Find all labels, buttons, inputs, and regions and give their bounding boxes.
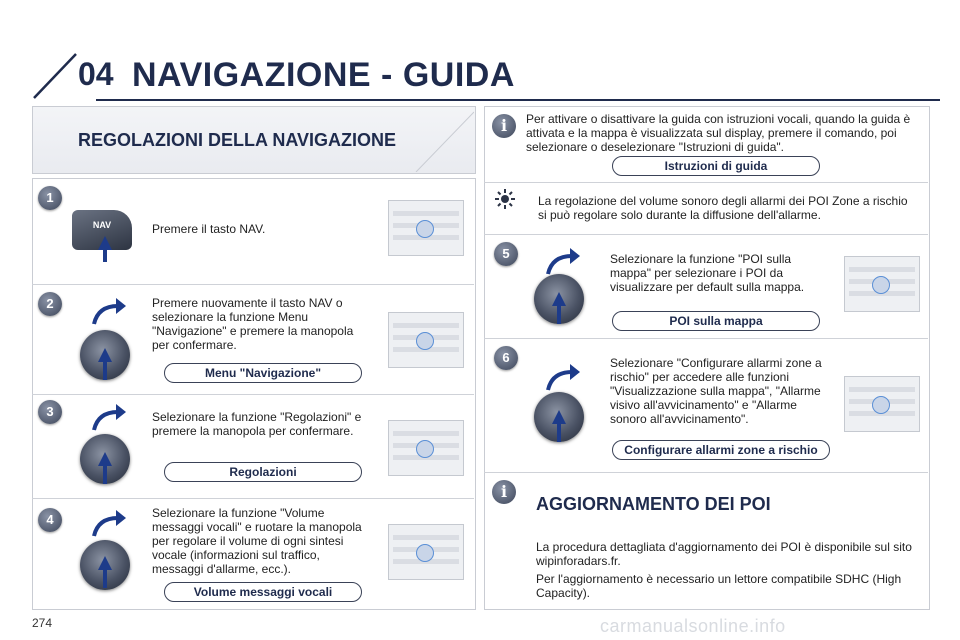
step-4-push-arrow-icon — [98, 556, 112, 570]
step-2-rotate-arrow-icon — [88, 298, 128, 328]
configurare-allarmi-button[interactable]: Configurare allarmi zone a rischio — [612, 440, 830, 460]
step-1-console-image — [388, 200, 464, 256]
step-3-text: Selezionare la funzione "Regolazioni" e premere la manopola per confermare. — [152, 410, 362, 438]
info-icon: i — [492, 480, 516, 504]
step-6-badge: 6 — [494, 346, 518, 370]
step-4-badge: 4 — [38, 508, 62, 532]
divider — [484, 338, 928, 339]
volume-messaggi-vocali-button[interactable]: Volume messaggi vocali — [164, 582, 362, 602]
divider — [32, 394, 474, 395]
page-number: 274 — [32, 616, 53, 630]
step-4-text: Selezionare la funzione "Volume messaggi vocali" e ruotare la manopola per regolare il volume di ogni sintesi vocale (informazioni sul traffico, messaggi d'allarme, ecc.). — [152, 506, 362, 576]
step-1-arrow-stem — [103, 250, 107, 262]
divider — [484, 182, 928, 183]
step-5-console-image — [844, 256, 920, 312]
menu-navigazione-button[interactable]: Menu "Navigazione" — [164, 363, 362, 383]
step-3-console-image — [388, 420, 464, 476]
step-6-console-image — [844, 376, 920, 432]
title-panel-corner — [400, 106, 474, 172]
step-2-badge: 2 — [38, 292, 62, 316]
watermark: carmanualsonline.info — [600, 616, 786, 636]
step-5-text: Selezionare la funzione "POI sulla mappa" per selezionare i POI da visualizzare per default sulla mappa. — [610, 252, 805, 294]
step-4-console-image — [388, 524, 464, 580]
step-6-push-stem — [557, 424, 561, 442]
poi-sulla-mappa-button[interactable]: POI sulla mappa — [612, 311, 820, 331]
nav-key: NAV — [72, 210, 132, 250]
step-6-text: Selezionare "Configurare allarmi zone a rischio" per accedere alle funzioni "Visualizzazione sulla mappa", "Allarme visivo all'avvicinamento" e "Allarme sonoro all'avvicinamento". — [610, 356, 822, 426]
istruzioni-di-guida-button[interactable]: Istruzioni di guida — [612, 156, 820, 176]
step-5-badge: 5 — [494, 242, 518, 266]
step-2-text: Premere nuovamente il tasto NAV o selezionare la funzione Menu "Navigazione" e premere la manopola per confermare. — [152, 296, 354, 352]
step-3-badge: 3 — [38, 400, 62, 424]
page-title: NAVIGAZIONE - GUIDA — [132, 56, 515, 94]
step-4-push-stem — [103, 570, 107, 588]
divider — [484, 472, 928, 473]
step-4-rotate-arrow-icon — [88, 510, 128, 540]
regolazioni-button[interactable]: Regolazioni — [164, 462, 362, 482]
sun-tip-icon — [494, 188, 516, 210]
update-title: AGGIORNAMENTO DEI POI — [536, 494, 771, 514]
info-guidance-text: Per attivare o disattivare la guida con istruzioni vocali, quando la guida è attivata e la mappa è visualizzata sul display, premere il comando, poi selezionare o deselezionare "Istruzioni di guida". — [526, 112, 911, 154]
step-1-text: Premere il tasto NAV. — [152, 222, 266, 236]
step-1-badge: 1 — [38, 186, 62, 210]
step-1-arrow-icon — [98, 236, 112, 250]
step-2-push-stem — [103, 362, 107, 380]
step-5-push-arrow-icon — [552, 292, 566, 306]
step-2-push-arrow-icon — [98, 348, 112, 362]
step-3-push-arrow-icon — [98, 452, 112, 466]
divider — [32, 284, 474, 285]
chapter-number: 04 — [78, 56, 114, 92]
step-5-push-stem — [557, 306, 561, 324]
step-3-rotate-arrow-icon — [88, 404, 128, 434]
step-6-push-arrow-icon — [552, 410, 566, 424]
info-icon: i — [492, 114, 516, 138]
update-paragraph-1: La procedura dettagliata d'aggiornamento dei POI è disponibile sul sito wipinforadars.fr. — [536, 540, 912, 568]
header-chevron-icon — [30, 52, 78, 100]
left-section-title: REGOLAZIONI DELLA NAVIGAZIONE — [78, 130, 396, 150]
step-2-console-image — [388, 312, 464, 368]
divider — [484, 234, 928, 235]
header-rule — [96, 99, 940, 101]
update-paragraph-2: Per l'aggiornamento è necessario un lettore compatibile SDHC (High Capacity). — [536, 572, 902, 600]
step-3-push-stem — [103, 466, 107, 484]
divider — [32, 498, 474, 499]
tip-text: La regolazione del volume sonoro degli allarmi dei POI Zone a rischio si può regolare solo durante la diffusione dell'allarme. — [538, 194, 908, 222]
step-6-rotate-arrow-icon — [542, 364, 582, 394]
